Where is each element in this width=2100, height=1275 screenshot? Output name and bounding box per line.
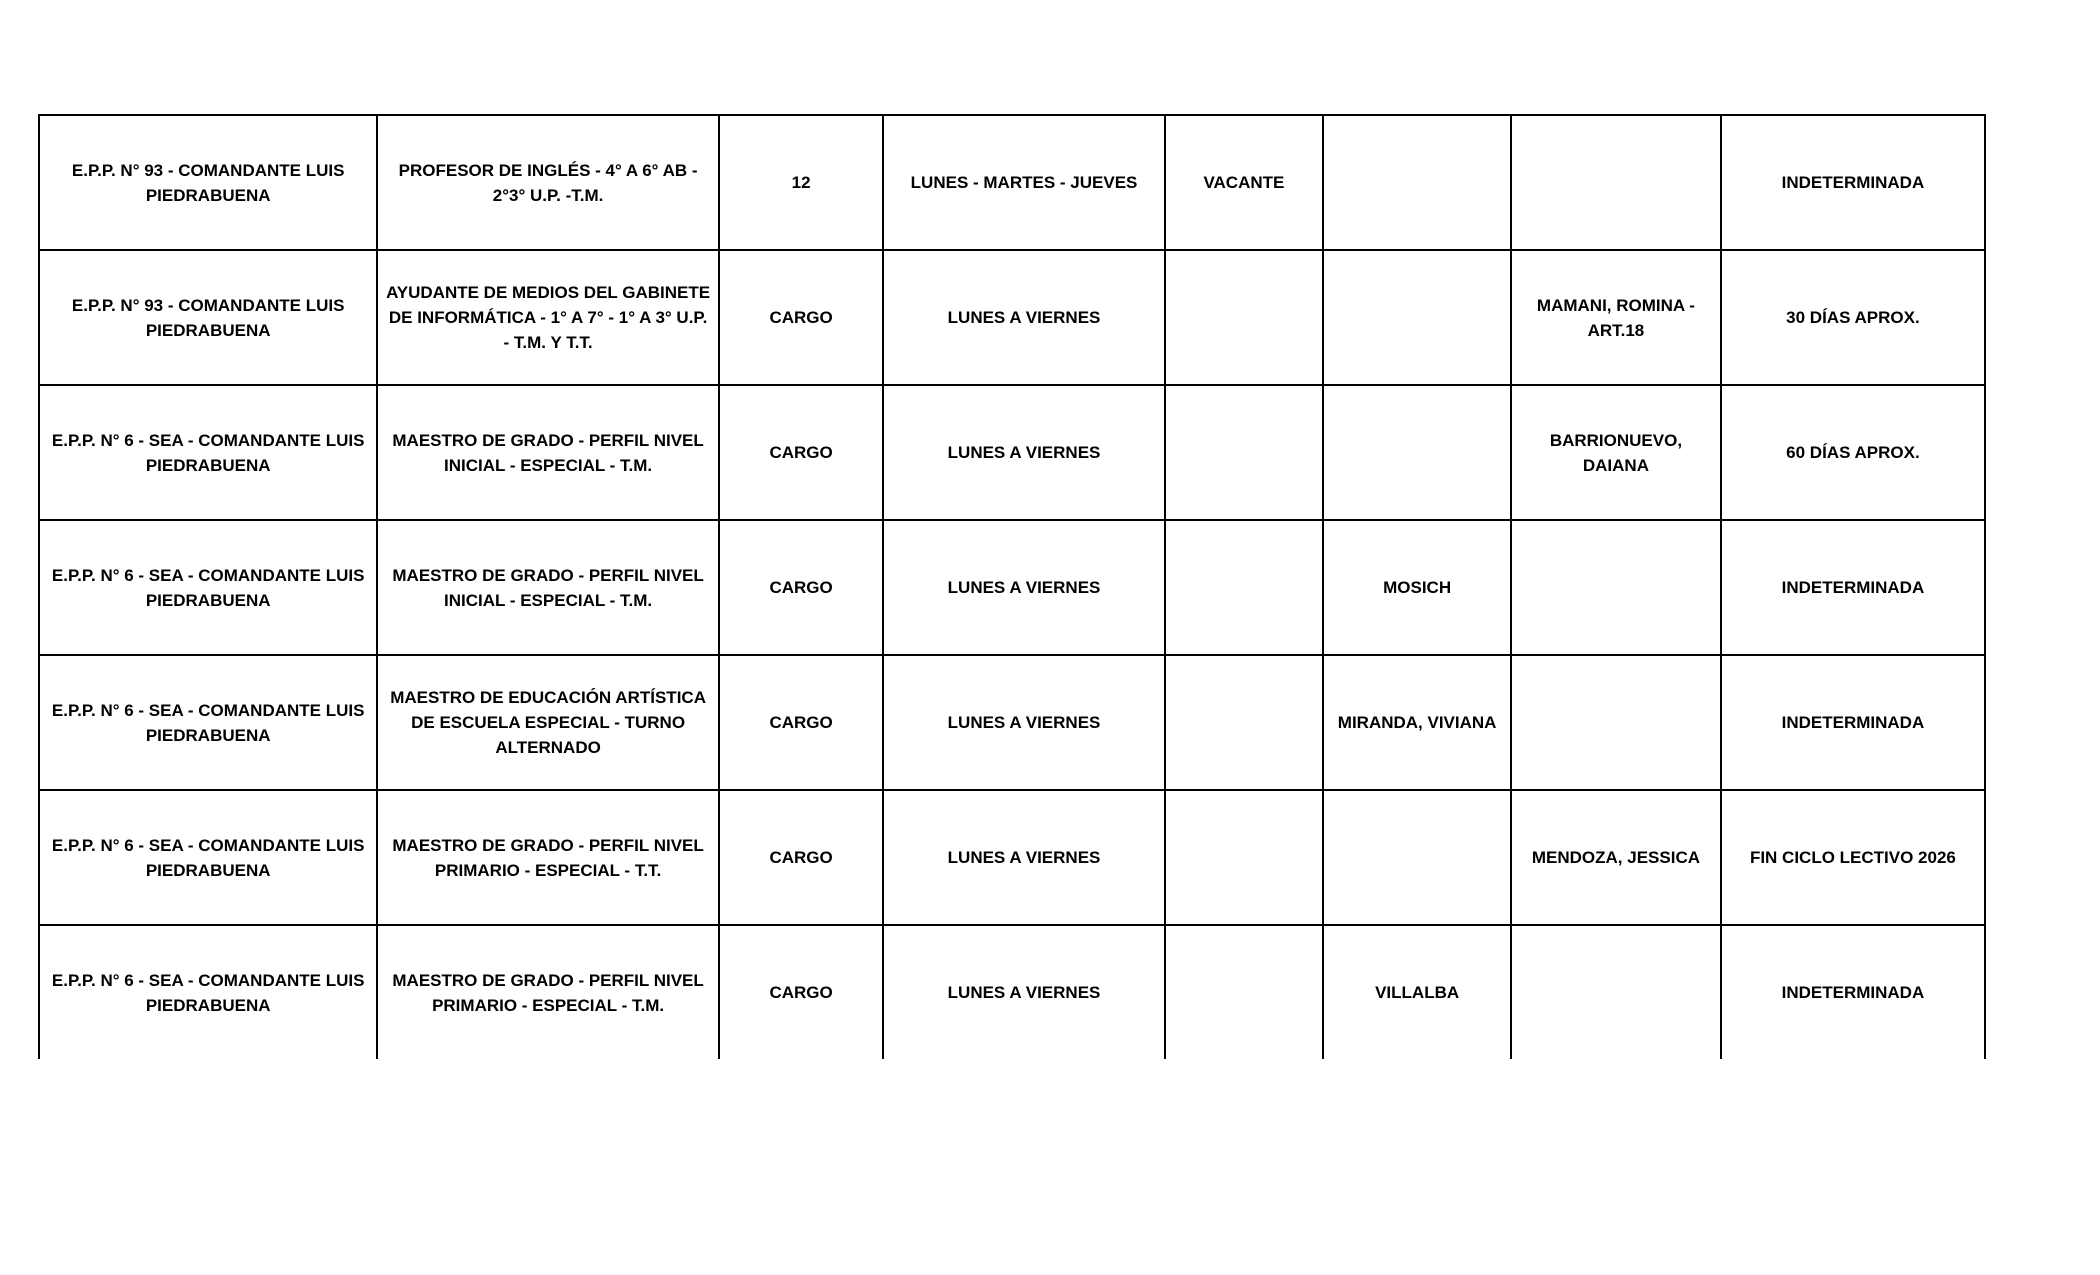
table-body: [39, 115, 1985, 1059]
position-cell: MAESTRO DE GRADO - PERFIL NIVEL INICIAL - ESPECIAL - T.M.: [377, 385, 718, 520]
duration-cell: FIN CICLO LECTIVO 2026: [1721, 790, 1985, 925]
status-cell: [1165, 520, 1324, 655]
hours-cell: CARGO: [719, 790, 884, 925]
holder-cell: MIRANDA, VIVIANA: [1323, 655, 1511, 790]
status-cell: [1165, 925, 1324, 1059]
vacancy-table: [38, 114, 1986, 1059]
spreadsheet-page: [38, 114, 1988, 1076]
duration-cell: 30 DÍAS APROX.: [1721, 250, 1985, 385]
position-cell: AYUDANTE DE MEDIOS DEL GABINETE DE INFORMÁTICA - 1° A 7° - 1° A 3° U.P. - T.M. Y T.T.: [377, 250, 718, 385]
holder-cell: MOSICH: [1323, 520, 1511, 655]
hours-cell: 12: [719, 115, 884, 250]
replacement-cell: [1511, 520, 1721, 655]
table-row: [39, 520, 1985, 655]
school-cell: E.P.P. N° 6 - SEA - COMANDANTE LUIS PIEDRABUENA: [39, 790, 377, 925]
hours-cell: CARGO: [719, 385, 884, 520]
replacement-cell: BARRIONUEVO, DAIANA: [1511, 385, 1721, 520]
replacement-cell: [1511, 925, 1721, 1059]
days-cell: LUNES - MARTES - JUEVES: [883, 115, 1164, 250]
duration-cell: 60 DÍAS APROX.: [1721, 385, 1985, 520]
hours-cell: CARGO: [719, 250, 884, 385]
position-cell: MAESTRO DE GRADO - PERFIL NIVEL INICIAL - ESPECIAL - T.M.: [377, 520, 718, 655]
replacement-cell: [1511, 115, 1721, 250]
hours-cell: CARGO: [719, 520, 884, 655]
holder-cell: VILLALBA: [1323, 925, 1511, 1059]
status-cell: [1165, 250, 1324, 385]
school-cell: E.P.P. N° 93 - COMANDANTE LUIS PIEDRABUENA: [39, 250, 377, 385]
holder-cell: [1323, 385, 1511, 520]
status-cell: [1165, 655, 1324, 790]
status-cell: VACANTE: [1165, 115, 1324, 250]
table-row: [39, 655, 1985, 790]
days-cell: LUNES A VIERNES: [883, 250, 1164, 385]
duration-cell: INDETERMINADA: [1721, 115, 1985, 250]
school-cell: E.P.P. N° 6 - SEA - COMANDANTE LUIS PIEDRABUENA: [39, 925, 377, 1059]
school-cell: E.P.P. N° 6 - SEA - COMANDANTE LUIS PIEDRABUENA: [39, 655, 377, 790]
position-cell: MAESTRO DE EDUCACIÓN ARTÍSTICA DE ESCUELA ESPECIAL - TURNO ALTERNADO: [377, 655, 718, 790]
position-cell: PROFESOR DE INGLÉS - 4° A 6° AB - 2°3° U.P. -T.M.: [377, 115, 718, 250]
table-row: [39, 385, 1985, 520]
hours-cell: CARGO: [719, 655, 884, 790]
hours-cell: CARGO: [719, 925, 884, 1059]
school-cell: E.P.P. N° 93 - COMANDANTE LUIS PIEDRABUENA: [39, 115, 377, 250]
school-cell: E.P.P. N° 6 - SEA - COMANDANTE LUIS PIEDRABUENA: [39, 385, 377, 520]
days-cell: LUNES A VIERNES: [883, 790, 1164, 925]
status-cell: [1165, 790, 1324, 925]
duration-cell: INDETERMINADA: [1721, 925, 1985, 1059]
table-row: [39, 250, 1985, 385]
days-cell: LUNES A VIERNES: [883, 385, 1164, 520]
replacement-cell: MENDOZA, JESSICA: [1511, 790, 1721, 925]
table-row: [39, 115, 1985, 250]
school-cell: E.P.P. N° 6 - SEA - COMANDANTE LUIS PIEDRABUENA: [39, 520, 377, 655]
duration-cell: INDETERMINADA: [1721, 655, 1985, 790]
status-cell: [1165, 385, 1324, 520]
duration-cell: INDETERMINADA: [1721, 520, 1985, 655]
replacement-cell: [1511, 655, 1721, 790]
days-cell: LUNES A VIERNES: [883, 925, 1164, 1059]
holder-cell: [1323, 790, 1511, 925]
days-cell: LUNES A VIERNES: [883, 520, 1164, 655]
holder-cell: [1323, 250, 1511, 385]
table-row: [39, 925, 1985, 1059]
replacement-cell: MAMANI, ROMINA - ART.18: [1511, 250, 1721, 385]
position-cell: MAESTRO DE GRADO - PERFIL NIVEL PRIMARIO - ESPECIAL - T.T.: [377, 790, 718, 925]
position-cell: MAESTRO DE GRADO - PERFIL NIVEL PRIMARIO - ESPECIAL - T.M.: [377, 925, 718, 1059]
table-row: [39, 790, 1985, 925]
days-cell: LUNES A VIERNES: [883, 655, 1164, 790]
holder-cell: [1323, 115, 1511, 250]
